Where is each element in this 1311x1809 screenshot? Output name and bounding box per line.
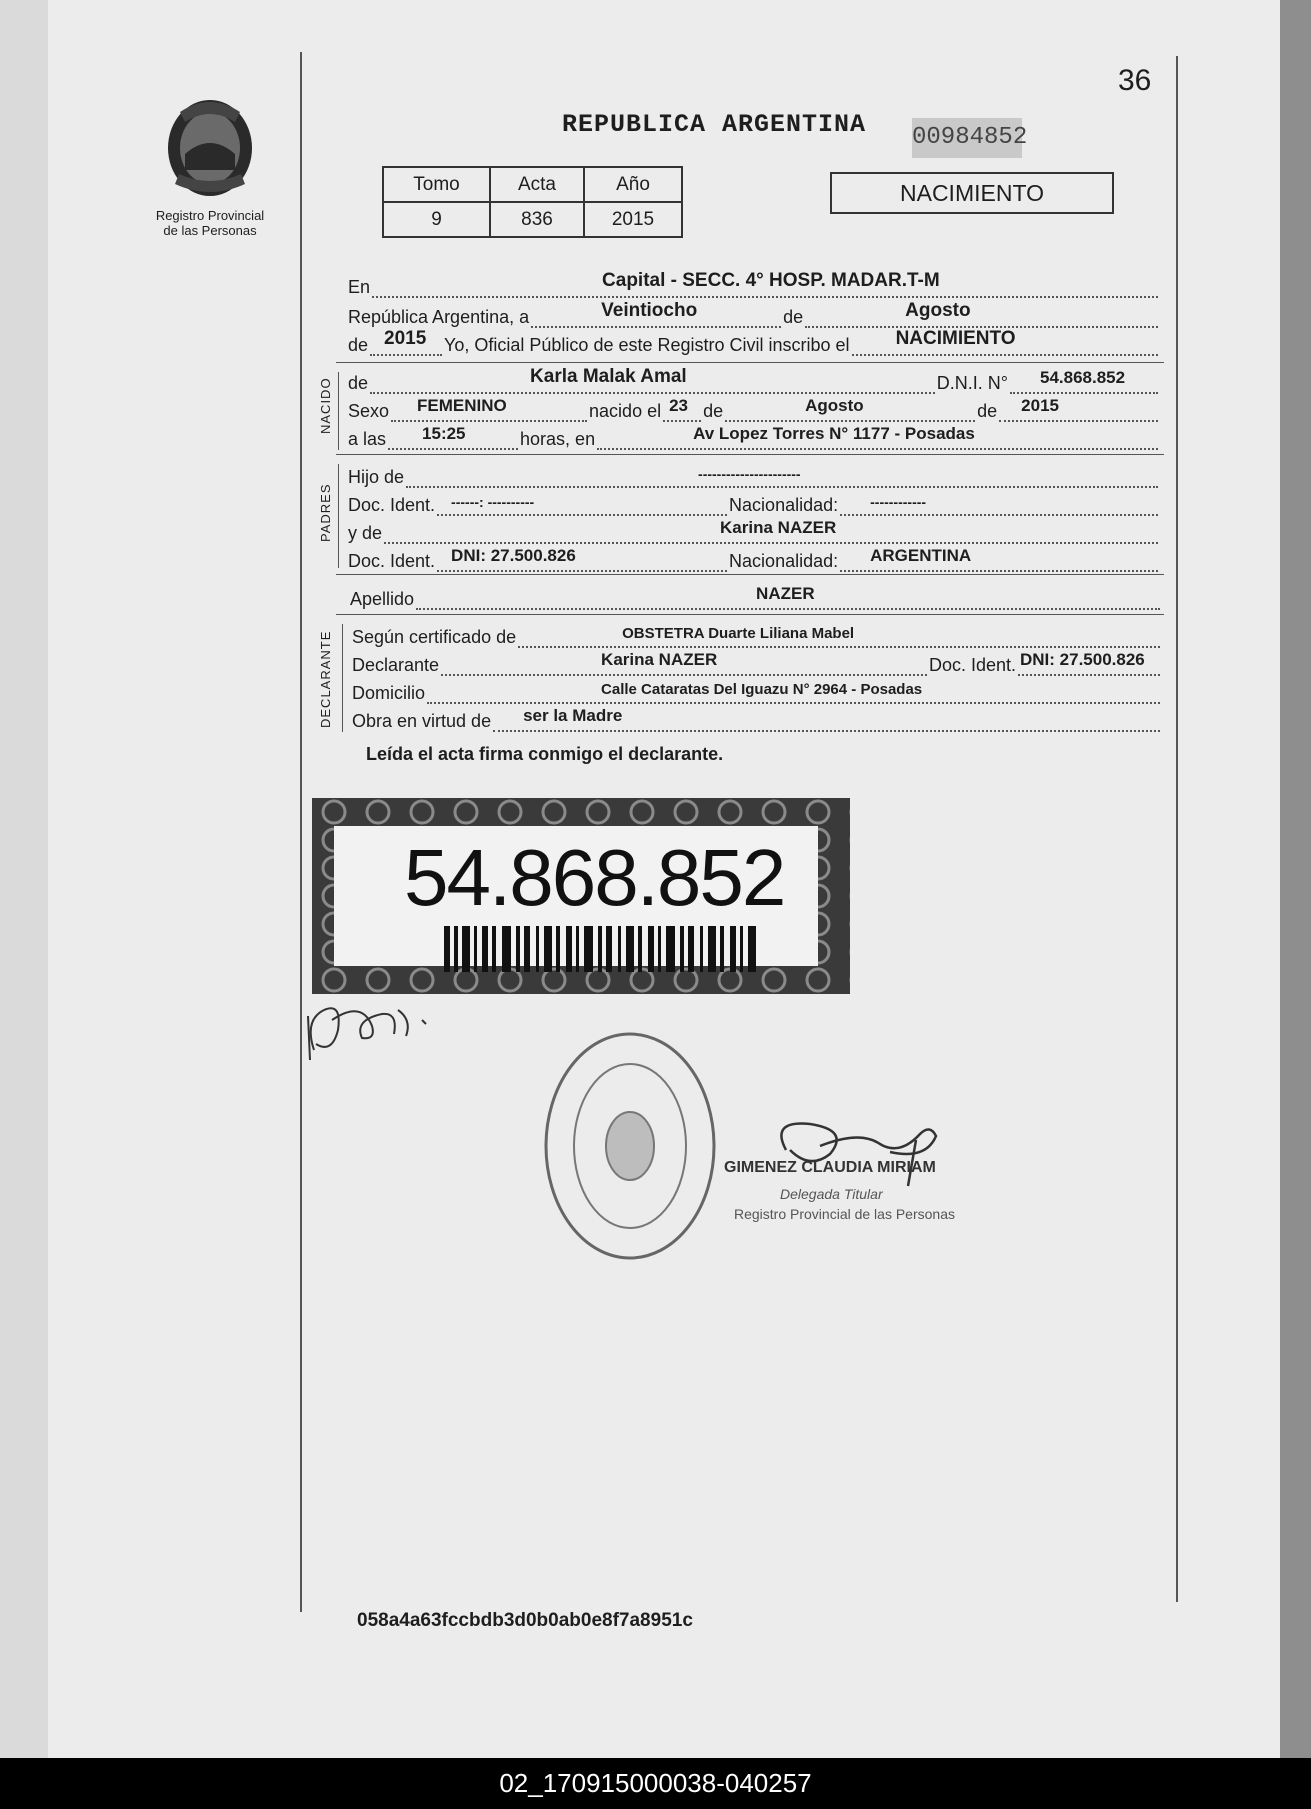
registry-caption	[140, 208, 280, 238]
father-doc-label: Doc. Ident.	[348, 495, 436, 515]
place-value: Capital - SECC. 4° HOSP. MADAR.T-M	[602, 270, 940, 291]
de-label-1: de	[783, 307, 804, 327]
de-label-2: de	[348, 335, 369, 355]
mother-doc-value: DNI: 27.500.826	[451, 546, 576, 565]
scan-id-bar	[0, 1758, 1311, 1809]
segun-label: Según certificado de	[352, 627, 517, 647]
mother-name-line	[348, 516, 1160, 544]
time-value: 15:25	[422, 424, 466, 443]
certificate-line	[352, 620, 1162, 648]
time-place-line	[348, 422, 1160, 450]
child-name-value: Karla Malak Amal	[530, 366, 687, 387]
month-value: Agosto	[905, 300, 971, 321]
registry-caption-line2: de las Personas	[163, 223, 257, 238]
hijo-de-label: Hijo de	[348, 467, 405, 487]
record-header-ano: Año	[584, 167, 682, 202]
scan-left-edge	[0, 0, 48, 1758]
father-name-line	[348, 460, 1160, 488]
dni-sticker	[312, 798, 850, 994]
obra-line	[352, 704, 1162, 732]
record-header-tomo: Tomo	[383, 167, 490, 202]
document-hash: 058a4a63fccbdb3d0b0ab0e8f7a8951c	[357, 1610, 693, 1631]
serial-number-stamp: 00984852	[912, 118, 1022, 158]
divider-4	[336, 614, 1164, 615]
intro-date-line	[348, 300, 1160, 328]
page-number: 36	[1118, 64, 1152, 97]
record-table	[382, 166, 683, 238]
birth-place-value: Av Lopez Torres N° 1177 - Posadas	[693, 424, 975, 443]
sticker-label	[334, 826, 818, 966]
record-type-box: NACIMIENTO	[830, 172, 1114, 214]
mother-name-value: Karina NAZER	[720, 518, 837, 537]
domicilio-label: Domicilio	[352, 683, 426, 703]
sticker-dni-number: 54.868.852	[404, 833, 785, 922]
signatory-role: Delegada Titular	[780, 1186, 883, 1202]
y-de-label: y de	[348, 523, 383, 543]
act-value: NACIMIENTO	[895, 328, 1016, 349]
father-doc-value: ------: ----------	[451, 494, 535, 510]
domicilio-value: Calle Cataratas Del Iguazu N° 2964 - Posadas	[601, 681, 923, 698]
birth-de-label: de	[703, 401, 724, 421]
dni-value: 54.868.852	[1040, 368, 1126, 387]
scan-right-edge	[1280, 0, 1311, 1758]
declarante-value: Karina NAZER	[601, 650, 718, 669]
domicilio-line	[352, 676, 1162, 704]
registry-caption-line1: Registro Provincial	[155, 208, 265, 223]
birth-de-label-2: de	[977, 401, 998, 421]
left-margin-line	[300, 52, 302, 1612]
day-words-value: Veintiocho	[601, 300, 698, 321]
en-label: En	[348, 277, 371, 297]
signatory-name: GIMENEZ CLAUDIA MIRIAM	[724, 1159, 936, 1176]
declarante-section-label: DECLARANTE	[318, 630, 333, 728]
certificate-value: OBSTETRA Duarte Liliana Mabel	[622, 625, 855, 642]
declarante-doc-label: Doc. Ident.	[928, 655, 1016, 675]
intro-act-line	[348, 328, 1160, 356]
child-de-label: de	[348, 373, 369, 393]
mother-doc-line	[348, 544, 1160, 572]
republic-title: REPUBLICA ARGENTINA	[562, 110, 867, 139]
barcode-icon	[444, 926, 764, 972]
sex-line	[348, 394, 1160, 422]
sexo-value: FEMENINO	[417, 396, 507, 415]
father-nat-value: ------------	[870, 494, 927, 510]
sexo-label: Sexo	[348, 401, 390, 421]
closing-statement: Leída el acta firma conmigo el declarante.	[366, 744, 724, 764]
declarante-line	[352, 648, 1162, 676]
republica-label: República Argentina, a	[348, 307, 530, 327]
apellido-value: NAZER	[756, 584, 815, 603]
a-las-label: a las	[348, 429, 387, 449]
record-value-row	[383, 202, 682, 237]
mother-doc-label: Doc. Ident.	[348, 551, 436, 571]
father-name-value: ----------------------	[698, 466, 801, 482]
nacido-el-label: nacido el	[589, 401, 662, 421]
mother-nat-value: ARGENTINA	[870, 546, 972, 565]
record-header-row	[383, 167, 682, 202]
record-tomo: 9	[383, 202, 490, 237]
birth-month-value: Agosto	[805, 396, 864, 415]
divider-1	[336, 362, 1164, 363]
divider-2	[336, 454, 1164, 455]
yo-text: Yo, Oficial Público de este Registro Civil inscribo el	[444, 335, 850, 355]
birth-day-value: 23	[669, 396, 689, 415]
record-header-acta: Acta	[490, 167, 584, 202]
official-seal-stamp	[540, 1028, 720, 1264]
record-acta: 836	[490, 202, 584, 237]
official-signature	[730, 1110, 970, 1190]
child-name-line	[348, 366, 1160, 394]
intro-place-line	[348, 270, 1160, 298]
birth-year-value: 2015	[1021, 396, 1059, 415]
record-ano: 2015	[584, 202, 682, 237]
declarante-signature	[302, 990, 442, 1070]
mother-nat-label: Nacionalidad:	[729, 551, 839, 571]
nacido-section-label: NACIDO	[318, 377, 333, 434]
misiones-coat-of-arms-logo	[155, 92, 265, 204]
apellido-line	[350, 582, 1162, 610]
dni-label: D.N.I. N°	[936, 373, 1008, 393]
year-value: 2015	[384, 328, 427, 349]
father-doc-line	[348, 488, 1160, 516]
divider-3	[336, 574, 1164, 575]
padres-section-label: PADRES	[318, 483, 333, 542]
scan-id-text: 02_170915000038-040257	[499, 1768, 812, 1798]
declarante-doc-value: DNI: 27.500.826	[1020, 650, 1145, 669]
right-margin-line	[1176, 56, 1178, 1602]
obra-label: Obra en virtud de	[352, 711, 492, 731]
obra-value: ser la Madre	[523, 706, 623, 725]
apellido-label: Apellido	[350, 589, 415, 609]
declarante-label: Declarante	[352, 655, 440, 675]
signatory-registry: Registro Provincial de las Personas	[734, 1206, 955, 1222]
father-nat-label: Nacionalidad:	[729, 495, 839, 515]
horas-label: horas, en	[520, 429, 596, 449]
